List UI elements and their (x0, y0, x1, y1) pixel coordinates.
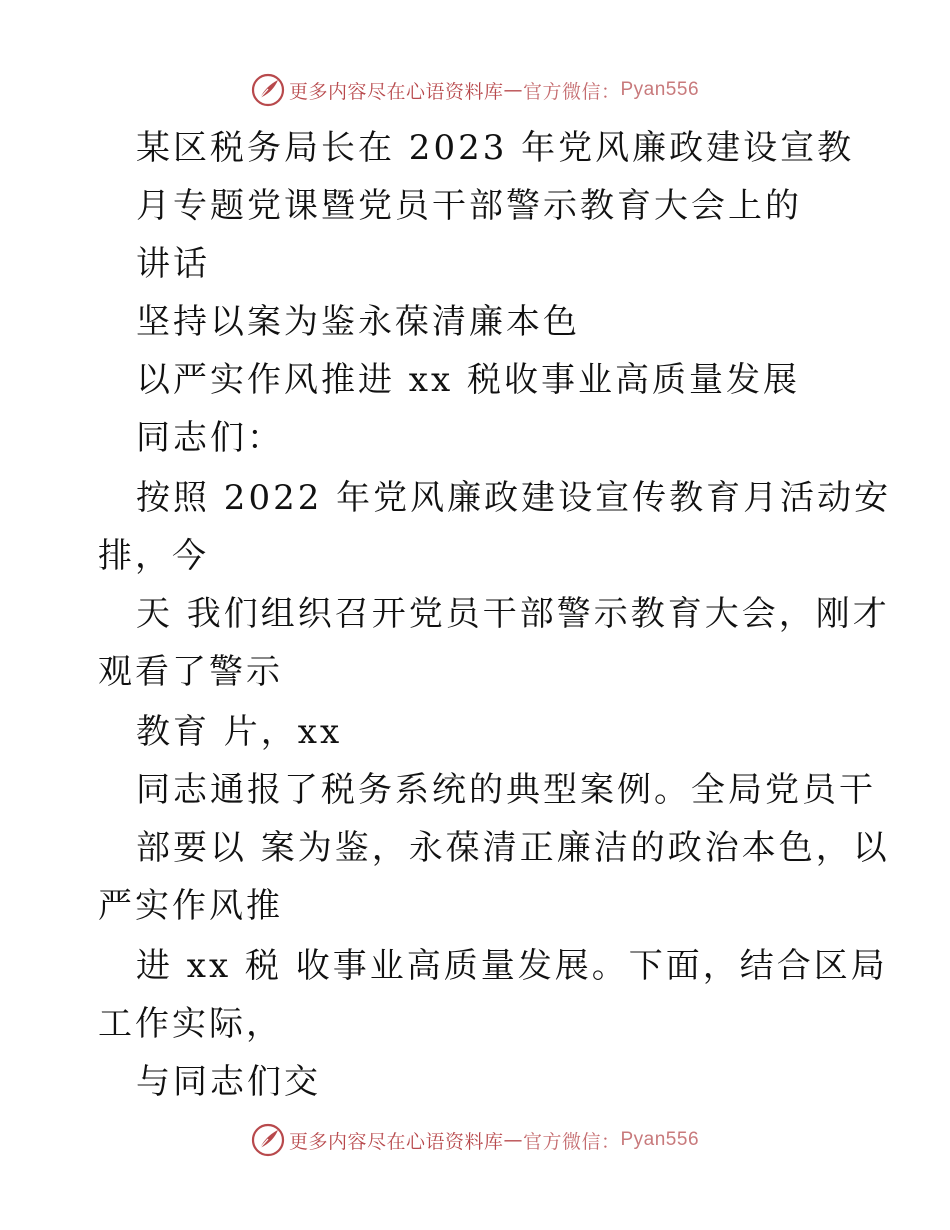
watermark-wechat-label: 官方微信： (522, 1130, 621, 1153)
salutation: 同志们： (136, 418, 284, 458)
paragraph-line: 部要以 案为鉴，永葆清正廉洁的政治本色，以 (136, 828, 890, 868)
paragraph-line: 进 xx 税 收事业高质量发展。下面，结合区局 (136, 946, 888, 986)
watermark-text: 更多内容尽在心语资料库 (288, 80, 504, 103)
paragraph-line: 观看了警示 (98, 652, 283, 692)
paragraph-line: 严实作风推 (98, 886, 283, 926)
watermark-wechat-id: Pyan556 (620, 1129, 700, 1150)
title-line-1: 某区税务局长在 2023 年党风廉政建设宣教 (136, 128, 855, 168)
feather-pen-logo-icon (251, 73, 285, 107)
subtitle-line-1: 坚持以案为鉴永葆清廉本色 (136, 302, 580, 342)
footer-watermark (0, 1120, 950, 1160)
paragraph-line: 排，今 (98, 536, 209, 576)
subtitle-line-2: 以严实作风推进 xx 税收事业高质量发展 (136, 360, 800, 400)
watermark-dash: — (503, 79, 523, 101)
paragraph-line: 同志通报了税务系统的典型案例。全局党员干 (136, 770, 876, 810)
watermark-wechat-label: 官方微信： (522, 80, 621, 103)
title-line-2: 月专题党课暨党员干部警示教育大会上的 (136, 186, 802, 226)
paragraph-line: 工作实际， (98, 1004, 283, 1044)
watermark-text: 更多内容尽在心语资料库 (288, 1130, 504, 1153)
paragraph-line: 按照 2022 年党风廉政建设宣传教育月活动安 (136, 478, 892, 518)
header-watermark (0, 70, 950, 110)
paragraph-line: 天 我们组织召开党员干部警示教育大会，刚才 (136, 594, 890, 634)
paragraph-line: 与同志们交 (136, 1062, 321, 1102)
watermark-dash: — (503, 1129, 523, 1151)
paragraph-line: 教育 片，xx (136, 712, 343, 752)
watermark-wechat-id: Pyan556 (620, 79, 700, 100)
title-line-3: 讲话 (136, 244, 210, 284)
feather-pen-logo-icon (251, 1123, 285, 1157)
